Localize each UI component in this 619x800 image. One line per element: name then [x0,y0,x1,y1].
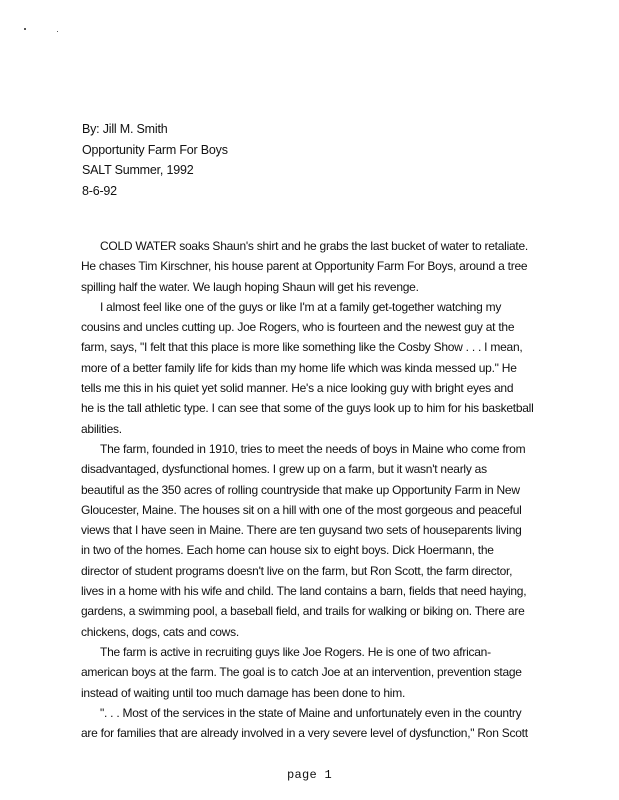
document-date: 8-6-92 [82,183,117,198]
article-body [81,236,534,743]
text-line: ". . . Most of the services in the state of Maine and unfortunately even in the country [100,705,522,720]
text-line: Gloucester, Maine. The houses sit on a hill with one of the most gorgeous and peaceful [81,502,522,517]
text-line: The farm, founded in 1910, tries to meet the needs of boys in Maine who come from [100,441,526,456]
scan-speck [24,28,26,30]
text-line: He chases Tim Kirschner, his house parent at Opportunity Farm For Boys, around a tree [81,259,528,274]
text-line: instead of waiting until too much damage has been done to him. [81,685,406,700]
text-line: spilling half the water. We laugh hoping Shaun will get his revenge. [81,279,419,294]
text-line: COLD WATER soaks Shaun's shirt and he grabs the last bucket of water to retaliate. [100,239,528,253]
text-line: views that I have seen in Maine. There are ten guysand two sets of houseparents living [81,523,522,538]
author-byline: By: Jill M. Smith [82,122,168,136]
paragraph [81,703,528,744]
text-line: more of a better family life for kids than my home life which was kinda messed up." He [81,360,517,375]
text-line: lives in a home with his wife and child. The land contains a barn, fields that need haying, [81,584,527,599]
text-line: disadvantaged, dysfunctional homes. I grew up on a farm, but it wasn't nearly as [81,462,487,477]
paragraph [81,297,534,439]
text-line: tells me this in his quiet yet solid manner. He's a nice looking guy with bright eyes and [81,381,514,396]
paragraph [81,439,527,642]
program-name: SALT Summer, 1992 [82,163,194,177]
text-line: The farm is active in recruiting guys like Joe Rogers. He is one of two african- [100,644,491,659]
text-line: american boys at the farm. The goal is to catch Joe at an intervention, prevention stage [81,665,522,680]
text-line: gardens, a swimming pool, a baseball field, and trails for walking or biking on. There are [81,604,525,619]
text-line: cousins and uncles cutting up. Joe Rogers, who is fourteen and the newest guy at the [81,320,515,335]
text-line: are for families that are already involved in a very severe level of dysfunction," Ron Scott [81,726,528,741]
text-line: in two of the homes. Each home can house six to eight boys. Dick Hoermann, the [81,543,494,558]
text-line: director of student programs doesn't live on the farm, but Ron Scott, the farm director, [81,563,513,578]
paragraph [81,236,528,297]
text-line: he is the tall athletic type. I can see that some of the guys look up to him for his basketball [81,401,534,416]
text-line: I almost feel like one of the guys or like I'm at a family get-together watching my [100,299,502,314]
text-line: beautiful as the 350 acres of rolling countryside that make up Opportunity Farm in New [81,482,520,497]
paragraph [81,642,521,703]
organization-name: Opportunity Farm For Boys [82,142,228,157]
document-header [82,119,228,201]
text-line: abilities. [81,421,122,436]
page-number: page 1 [286,768,332,782]
text-line: farm, says, "I felt that this place is more like something like the Cosby Show . . . I mean, [81,340,523,355]
text-line: chickens, dogs, cats and cows. [81,624,239,639]
scan-speck [57,31,58,32]
